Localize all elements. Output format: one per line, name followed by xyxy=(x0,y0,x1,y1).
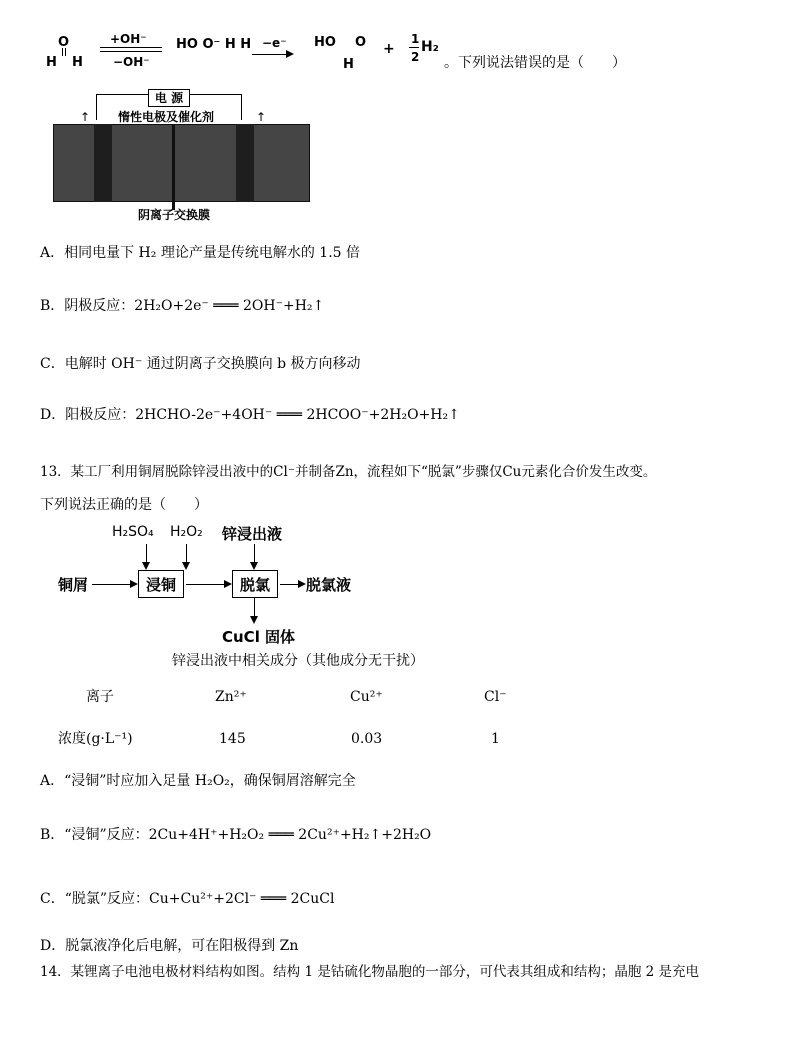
table-header-ion: 离子 xyxy=(86,689,114,705)
reverse-arrow xyxy=(100,51,162,52)
q12-option-a: A．相同电量下 H₂ 理论产量是传统电解水的 1.5 倍 xyxy=(40,245,360,261)
table-cell-cu: 0.03 xyxy=(351,731,383,747)
forward-arrow xyxy=(100,47,162,48)
step-leach-copper: 浸铜 xyxy=(138,570,184,598)
formaldehyde-h1: H xyxy=(46,55,57,70)
electrolyte-tank xyxy=(53,124,310,202)
arrow-to-cucl xyxy=(254,598,255,622)
step-arrow xyxy=(252,54,292,55)
q13-option-c: C．“脱氯”反应：Cu+Cu²⁺+2Cl⁻ ═══ 2CuCl xyxy=(40,891,335,907)
intermediate: HO O⁻ H H xyxy=(176,37,252,52)
reagent-h2o2: H₂O₂ xyxy=(170,524,203,540)
table-caption: 锌浸出液中相关成分（其他成分无干扰） xyxy=(172,653,424,669)
table-header-cu: Cu²⁺ xyxy=(350,689,383,705)
q12-option-b: B．阴极反应：2H₂O+2e⁻ ═══ 2OH⁻+H₂↑ xyxy=(40,298,325,314)
electrode-label: 惰性电极及催化剂 xyxy=(118,110,215,124)
product-h: H xyxy=(343,57,354,72)
table-header-zn: Zn²⁺ xyxy=(215,689,247,705)
q13-stem-line2: 下列说法正确的是（ ） xyxy=(40,497,208,513)
q14-stem: 14．某锂离子电池电极材料结构如图。结构 1 是钴硫化物晶胞的一部分，可代表其组成和结构；晶胞 2 是充电 xyxy=(40,964,700,980)
q12-option-d: D．阳极反应：2HCHO-2e⁻+4OH⁻ ═══ 2HCOO⁻+2H₂O+H₂↑ xyxy=(40,407,460,423)
hydrogen: H₂ xyxy=(421,39,439,55)
membrane-label: 阴离子交换膜 xyxy=(138,208,211,222)
table-cell-cl: 1 xyxy=(491,731,500,747)
gas-up-arrow-left: ↑ xyxy=(80,110,91,124)
arrow-to-liquor xyxy=(280,584,304,585)
formaldehyde-o: O xyxy=(58,35,70,50)
equilibrium-bottom: −OH⁻ xyxy=(113,55,150,69)
reagent-h2so4: H₂SO₄ xyxy=(112,524,154,540)
formaldehyde-h2: H xyxy=(72,55,83,70)
step-label: −e⁻ xyxy=(262,36,287,50)
product-ho: HO xyxy=(314,35,336,50)
q13-option-d: D．脱氯液净化后电解，可在阳极得到 Zn xyxy=(40,938,299,954)
zinc-leach-liquor: 锌浸出液 xyxy=(222,525,283,543)
q12-option-c: C．电解时 OH⁻ 通过阴离子交换膜向 b 极方向移动 xyxy=(40,356,361,372)
power-source: 电 源 xyxy=(148,89,190,107)
copper-scrap: 铜屑 xyxy=(58,576,89,594)
q13-stem-line1: 13．某工厂利用铜屑脱除锌浸出液中的Cl⁻并制备Zn，流程如下“脱氯”步骤仅Cu元素化合价发生改变。 xyxy=(40,464,657,480)
equilibrium-top: +OH⁻ xyxy=(110,32,147,46)
membrane xyxy=(172,124,175,210)
arrow-h2so4 xyxy=(146,544,147,568)
arrow-to-leach-copper xyxy=(92,584,136,585)
q13-option-b: B．“浸铜”反应：2Cu+4H⁺+H₂O₂ ═══ 2Cu²⁺+H₂↑+2H₂O xyxy=(40,827,432,843)
arrow-to-dechlorinate xyxy=(186,584,230,585)
half-denominator: 2 xyxy=(411,50,420,64)
step-dechlorinate: 脱氯 xyxy=(232,570,278,598)
plus-sign: + xyxy=(383,41,395,57)
question-suffix: 。下列说法错误的是（ ） xyxy=(444,55,626,71)
table-cell-zn: 145 xyxy=(219,731,246,747)
dechlorinated-liquor: 脱氯液 xyxy=(306,576,352,594)
left-electrode xyxy=(94,124,112,202)
product-o: O xyxy=(355,35,367,50)
double-bond xyxy=(62,48,66,56)
cucl-solid: CuCl 固体 xyxy=(222,628,296,646)
table-row-label: 浓度(g·L⁻¹) xyxy=(58,731,133,747)
q13-option-a: A．“浸铜”时应加入足量 H₂O₂，确保铜屑溶解完全 xyxy=(40,773,356,789)
arrow-leach xyxy=(254,544,255,568)
half-numerator: 1 xyxy=(411,32,420,46)
arrow-h2o2 xyxy=(186,544,187,568)
table-header-cl: Cl⁻ xyxy=(484,689,507,705)
right-electrode xyxy=(236,124,254,202)
gas-up-arrow-right: ↑ xyxy=(256,110,267,124)
